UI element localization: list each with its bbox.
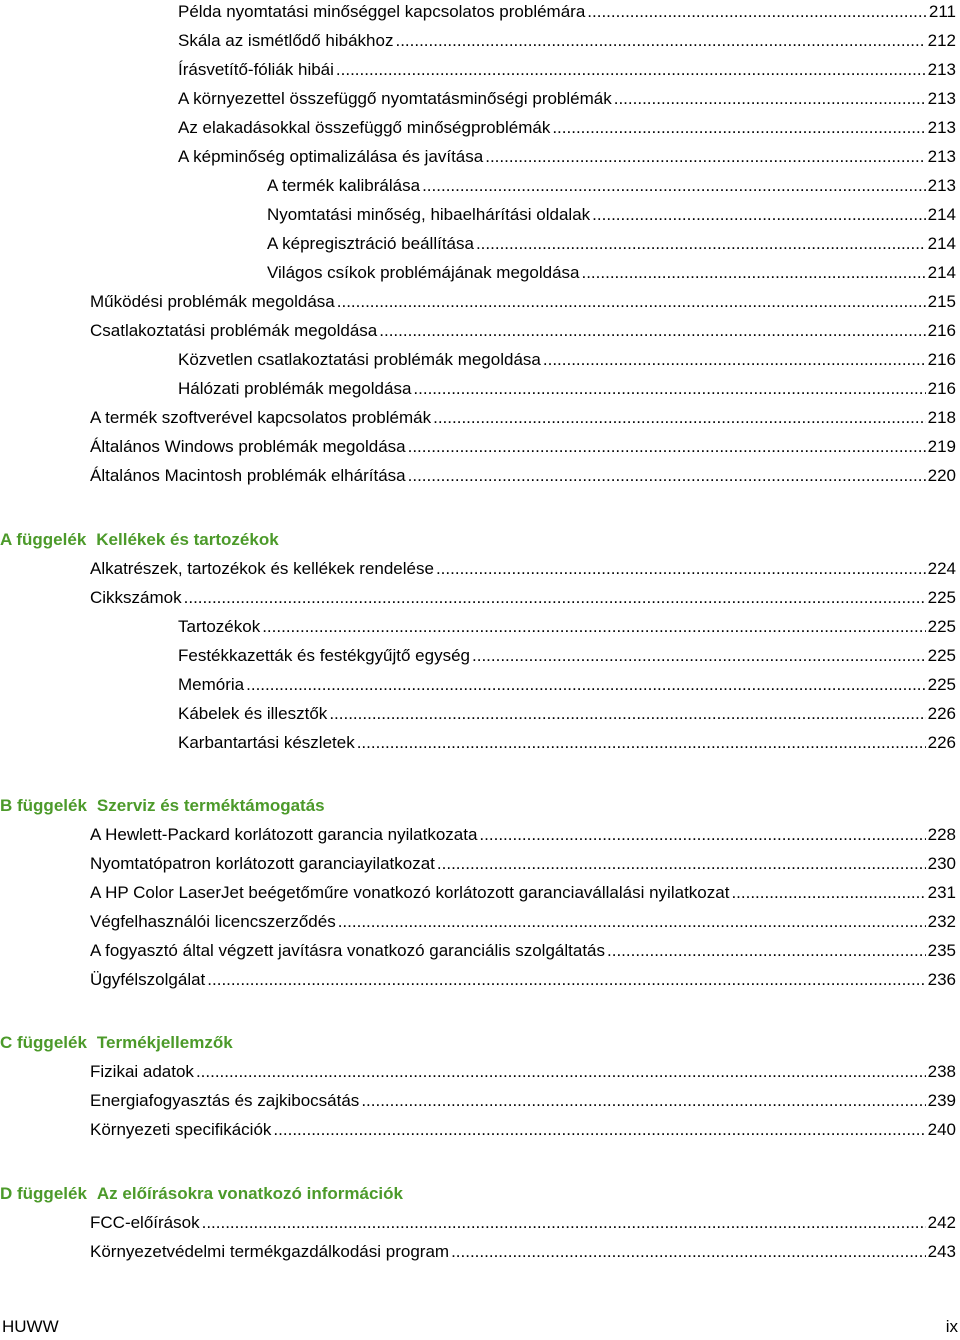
toc-entry-title: A termék kalibrálása xyxy=(267,176,421,195)
toc-entry-title: Skála az ismétlődő hibákhoz xyxy=(178,31,394,50)
toc-entry-title: A környezettel összefüggő nyomtatásminőségi problémák xyxy=(178,89,612,108)
appendix-title: Az előírásokra vonatkozó információk xyxy=(96,1184,403,1203)
toc-entry[interactable] xyxy=(178,115,956,141)
toc-entry-title: A fogyasztó által végzett javításra vonatkozó garanciális szolgáltatás xyxy=(90,941,606,960)
toc-entry[interactable] xyxy=(178,57,956,83)
toc-entry[interactable] xyxy=(90,851,956,877)
toc-entry[interactable] xyxy=(178,614,956,640)
toc-leader-dots xyxy=(408,434,926,460)
toc-entry[interactable] xyxy=(178,730,956,756)
toc-entry[interactable] xyxy=(178,643,956,669)
toc-leader-dots xyxy=(184,585,926,611)
toc-entry[interactable] xyxy=(90,1088,956,1114)
toc-entry-page: 225 xyxy=(927,646,956,665)
toc-entry-title: Cikkszámok xyxy=(90,588,182,607)
footer-doc-code: HUWW xyxy=(2,1317,59,1336)
toc-leader-dots xyxy=(337,289,926,315)
toc-entry-page: 214 xyxy=(927,205,956,224)
toc-leader-dots xyxy=(196,1059,926,1085)
toc-entry[interactable] xyxy=(178,86,956,112)
toc-leader-dots xyxy=(273,1117,925,1143)
toc-leader-dots xyxy=(357,730,926,756)
toc-entry-title: Festékkazetták és festékgyűjtő egység xyxy=(178,646,470,665)
toc-entry-title: Általános Macintosh problémák elhárítása xyxy=(90,466,406,485)
toc-leader-dots xyxy=(395,28,925,54)
toc-entry[interactable] xyxy=(178,0,956,25)
toc-entry[interactable] xyxy=(178,701,956,727)
toc-entry[interactable] xyxy=(267,202,956,228)
toc-entry[interactable] xyxy=(178,144,956,170)
toc-leader-dots xyxy=(476,231,926,257)
appendix-label: D függelék xyxy=(0,1184,87,1203)
appendix-label: B függelék xyxy=(0,796,87,815)
toc-entry-page: 213 xyxy=(927,60,956,79)
toc-entry-title: Környezetvédelmi termékgazdálkodási program xyxy=(90,1242,450,1261)
appendix-heading[interactable] xyxy=(0,1030,233,1056)
toc-entry[interactable] xyxy=(90,1210,956,1236)
toc-entry[interactable] xyxy=(267,260,956,286)
toc-leader-dots xyxy=(361,1088,925,1114)
toc-leader-dots xyxy=(207,967,925,993)
toc-entry-page: 213 xyxy=(927,89,956,108)
toc-entry-page: 238 xyxy=(927,1062,956,1081)
toc-entry-title: Világos csíkok problémájának megoldása xyxy=(267,263,580,282)
toc-entry[interactable] xyxy=(90,938,956,964)
toc-leader-dots xyxy=(592,202,925,228)
toc-entry[interactable] xyxy=(178,672,956,698)
toc-leader-dots xyxy=(433,405,926,431)
toc-entry-title: Példa nyomtatási minőséggel kapcsolatos problémára xyxy=(178,2,586,21)
toc-entry-title: Karbantartási készletek xyxy=(178,733,355,752)
toc-entry[interactable] xyxy=(90,434,956,460)
toc-leader-dots xyxy=(336,57,926,83)
toc-entry-title: Tartozékok xyxy=(178,617,261,636)
toc-entry-title: A képregisztráció beállítása xyxy=(267,234,474,253)
toc-leader-dots xyxy=(338,909,926,935)
toc-entry-page: 216 xyxy=(927,321,956,340)
toc-entry[interactable] xyxy=(90,880,956,906)
toc-leader-dots xyxy=(607,938,926,964)
toc-entry-page: 216 xyxy=(927,379,956,398)
toc-leader-dots xyxy=(543,347,926,373)
toc-leader-dots xyxy=(614,86,926,112)
toc-entry-page: 235 xyxy=(927,941,956,960)
toc-leader-dots xyxy=(552,115,925,141)
toc-entry-title: Kábelek és illesztők xyxy=(178,704,328,723)
toc-entry-page: 214 xyxy=(927,263,956,282)
toc-leader-dots xyxy=(436,556,926,582)
toc-entry[interactable] xyxy=(178,376,956,402)
toc-entry-page: 240 xyxy=(927,1120,956,1139)
toc-entry[interactable] xyxy=(90,822,956,848)
toc-entry-page: 232 xyxy=(927,912,956,931)
toc-entry-title: Fizikai adatok xyxy=(90,1062,194,1081)
toc-leader-dots xyxy=(408,463,926,489)
toc-entry-page: 225 xyxy=(927,588,956,607)
appendix-title: Szerviz és terméktámogatás xyxy=(96,796,325,815)
toc-leader-dots xyxy=(202,1210,926,1236)
toc-entry-title: A Hewlett-Packard korlátozott garancia nyilatkozata xyxy=(90,825,478,844)
appendix-heading[interactable] xyxy=(0,527,279,553)
toc-entry-title: Energiafogyasztás és zajkibocsátás xyxy=(90,1091,360,1110)
appendix-label: C függelék xyxy=(0,1033,87,1052)
toc-leader-dots xyxy=(262,614,925,640)
toc-entry-title: FCC-előírások xyxy=(90,1213,200,1232)
appendix-title: Termékjellemzők xyxy=(96,1033,233,1052)
toc-entry[interactable] xyxy=(90,585,956,611)
toc-leader-dots xyxy=(587,0,927,25)
toc-entry-page: 242 xyxy=(927,1213,956,1232)
toc-entry[interactable] xyxy=(90,556,956,582)
toc-entry-page: 211 xyxy=(928,2,956,21)
toc-entry[interactable] xyxy=(90,289,956,315)
toc-entry-page: 219 xyxy=(927,437,956,456)
toc-entry-page: 218 xyxy=(927,408,956,427)
toc-leader-dots xyxy=(413,376,925,402)
appendix-heading[interactable] xyxy=(0,1181,403,1207)
toc-entry[interactable] xyxy=(178,347,956,373)
toc-entry-page: 225 xyxy=(927,617,956,636)
toc-entry[interactable] xyxy=(90,909,956,935)
toc-entry-title: Csatlakoztatási problémák megoldása xyxy=(90,321,378,340)
toc-entry-page: 216 xyxy=(927,350,956,369)
toc-entry-title: A HP Color LaserJet beégetőműre vonatkozó korlátozott garanciavállalási nyilatkozat xyxy=(90,883,730,902)
toc-entry-title: A termék szoftverével kapcsolatos problémák xyxy=(90,408,432,427)
toc-leader-dots xyxy=(379,318,925,344)
toc-leader-dots xyxy=(329,701,925,727)
toc-entry[interactable] xyxy=(90,1239,956,1265)
toc-leader-dots xyxy=(731,880,925,906)
appendix-label: A függelék xyxy=(0,530,87,549)
toc-entry-title: Környezeti specifikációk xyxy=(90,1120,272,1139)
toc-entry-page: 213 xyxy=(927,118,956,137)
toc-entry-page: 236 xyxy=(927,970,956,989)
toc-leader-dots xyxy=(485,144,925,170)
toc-entry-title: Memória xyxy=(178,675,245,694)
toc-entry-title: Alkatrészek, tartozékok és kellékek rendelése xyxy=(90,559,434,578)
toc-entry-title: Működési problémák megoldása xyxy=(90,292,335,311)
toc-entry-title: Végfelhasználói licencszerződés xyxy=(90,912,336,931)
toc-entry-title: Hálózati problémák megoldása xyxy=(178,379,412,398)
toc-entry-page: 231 xyxy=(927,883,956,902)
toc-entry[interactable] xyxy=(90,318,956,344)
toc-entry-title: Általános Windows problémák megoldása xyxy=(90,437,406,456)
toc-entry-title: Közvetlen csatlakoztatási problémák megoldása xyxy=(178,350,541,369)
toc-entry-page: 213 xyxy=(927,147,956,166)
toc-entry-page: 230 xyxy=(927,854,956,873)
toc-leader-dots xyxy=(479,822,925,848)
toc-entry-page: 213 xyxy=(927,176,956,195)
toc-leader-dots xyxy=(422,173,926,199)
toc-leader-dots xyxy=(581,260,925,286)
toc-entry-page: 243 xyxy=(927,1242,956,1261)
toc-entry[interactable] xyxy=(267,173,956,199)
toc-entry-title: Ügyfélszolgálat xyxy=(90,970,206,989)
toc-entry-page: 226 xyxy=(927,704,956,723)
toc-entry-page: 224 xyxy=(927,559,956,578)
toc-leader-dots xyxy=(246,672,926,698)
toc-entry-page: 220 xyxy=(927,466,956,485)
toc-entry[interactable] xyxy=(90,405,956,431)
toc-entry-title: Írásvetítő-fóliák hibái xyxy=(178,60,334,79)
toc-entry-page: 214 xyxy=(927,234,956,253)
toc-entry[interactable] xyxy=(90,967,956,993)
toc-entry[interactable] xyxy=(178,28,956,54)
page-footer xyxy=(0,1314,960,1340)
footer-page-number: ix xyxy=(945,1317,958,1336)
toc-entry-title: Nyomtatási minőség, hibaelhárítási oldalak xyxy=(267,205,591,224)
toc-entry-page: 225 xyxy=(927,675,956,694)
toc-entry-page: 215 xyxy=(927,292,956,311)
toc-entry[interactable] xyxy=(90,463,956,489)
toc-entry-title: Az elakadásokkal összefüggő minőségproblémák xyxy=(178,118,551,137)
toc-leader-dots xyxy=(472,643,926,669)
toc-entry[interactable] xyxy=(90,1059,956,1085)
toc-entry[interactable] xyxy=(267,231,956,257)
toc-entry-page: 228 xyxy=(927,825,956,844)
toc-entry-page: 239 xyxy=(927,1091,956,1110)
toc-entry-title: Nyomtatópatron korlátozott garanciayilatkozat xyxy=(90,854,435,873)
appendix-heading[interactable] xyxy=(0,793,325,819)
appendix-title: Kellékek és tartozékok xyxy=(96,530,279,549)
toc-leader-dots xyxy=(437,851,926,877)
toc-entry[interactable] xyxy=(90,1117,956,1143)
toc-leader-dots xyxy=(451,1239,926,1265)
toc-entry-page: 226 xyxy=(927,733,956,752)
toc-entry-page: 212 xyxy=(927,31,956,50)
toc-entry-title: A képminőség optimalizálása és javítása xyxy=(178,147,484,166)
